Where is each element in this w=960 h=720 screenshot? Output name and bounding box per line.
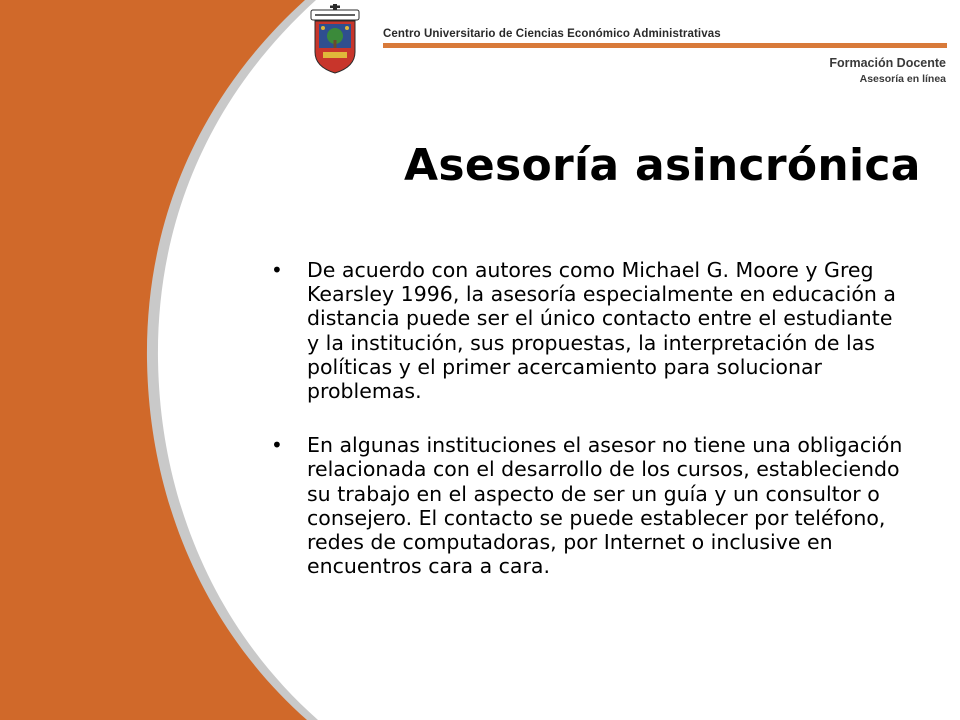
program-title: Formación Docente bbox=[829, 56, 946, 70]
bullet-item-1 bbox=[271, 258, 907, 404]
institution-name: Centro Universitario de Ciencias Económico Administrativas bbox=[383, 28, 721, 40]
university-crest-icon bbox=[309, 4, 361, 74]
bullet-text-1: De acuerdo con autores como Michael G. Moore y Greg Kearsley 1996, la asesoría especialmente en educación a distancia puede ser el único contacto entre el estudiante y la institución, sus propuestas, la interpretación de las políticas y el primer acercamiento para solucionar problemas. bbox=[307, 258, 896, 404]
bullet-text-2: En algunas instituciones el asesor no tiene una obligación relacionada con el desarrollo de los cursos, estableciendo su trabajo en el aspecto de ser un guía y un consultor o consejero. El contacto se puede establecer por teléfono, redes de computadoras, por Internet o inclusive en encuentros cara a cara. bbox=[307, 433, 903, 579]
bullet-list bbox=[271, 258, 907, 608]
program-subtitle: Asesoría en línea bbox=[859, 73, 946, 85]
bullet-item-2 bbox=[271, 433, 907, 579]
slide-title: Asesoría asincrónica bbox=[404, 140, 921, 191]
bullet-dot-icon: • bbox=[271, 258, 283, 282]
bullet-dot-icon: • bbox=[271, 433, 283, 458]
header-rule bbox=[383, 43, 947, 48]
